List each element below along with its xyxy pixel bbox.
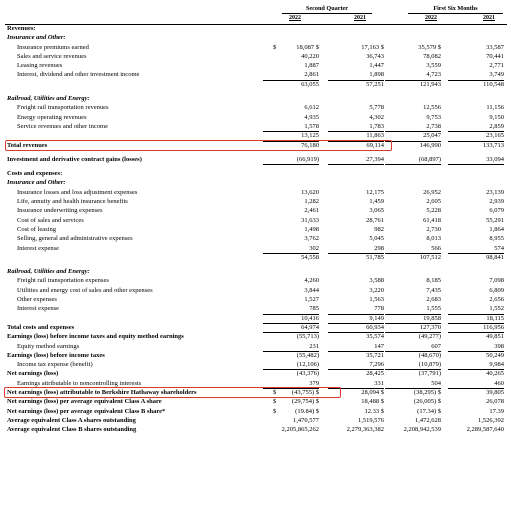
row-value: 40,220 (301, 52, 319, 60)
statement-row (0, 360, 511, 369)
row-value: 60,934 (328, 323, 384, 333)
row-value: 982 (374, 225, 384, 233)
row-value: 51,785 (366, 253, 384, 261)
row-value: 2,730 (426, 225, 441, 233)
row-value: 11,863 (328, 131, 384, 141)
row-value: 1,526,392 (478, 416, 504, 424)
row-label: Insurance underwriting expenses (17, 207, 103, 215)
row-value: (26,005) $ (413, 398, 441, 406)
statement-row (0, 323, 511, 332)
row-value: 33,094 (448, 155, 504, 165)
row-label: Selling, general and administrative expenses (17, 235, 133, 243)
row-label: Life, annuity and health insurance benefits (17, 198, 128, 206)
row-value: 35,579 $ (418, 43, 441, 51)
row-value: 3,559 (426, 62, 441, 70)
row-label: Insurance losses and loss adjustment expenses (17, 188, 138, 196)
statement-row (0, 188, 511, 197)
row-value: 566 (385, 244, 441, 254)
row-value: 18,488 $ (361, 398, 384, 406)
row-label: Average equivalent Class B shares outstanding (7, 426, 137, 434)
row-value: 28,094 $ (361, 388, 384, 396)
row-value: 57,251 (366, 80, 384, 88)
statement-row (0, 70, 511, 79)
row-value: 3,844 (304, 286, 319, 294)
row-value: 8,013 (426, 235, 441, 243)
row-value: 504 (385, 379, 441, 389)
dollar-sign: $ (273, 407, 277, 415)
row-label: Leasing revenues (17, 62, 63, 70)
statement-row (0, 155, 511, 164)
row-value: (66,919) (263, 155, 319, 165)
statement-row (0, 397, 511, 406)
row-value: 398 (448, 342, 504, 352)
row-label: Equity method earnings (17, 342, 80, 350)
statement-row (0, 332, 511, 341)
row-value: (29,754) $ (291, 398, 319, 406)
row-label: Insurance and Other: (7, 34, 66, 42)
row-label: Other expenses (17, 296, 57, 304)
statement-row (0, 416, 511, 425)
row-value: 28,761 (366, 216, 384, 224)
row-label: Revenues: (7, 25, 36, 32)
row-value: 98,841 (486, 253, 504, 261)
row-value: 1,783 (328, 122, 384, 132)
row-value: 2,939 (489, 198, 504, 206)
row-value: 1,898 (328, 70, 384, 80)
statement-row (0, 286, 511, 295)
row-label: Interest, dividend and other investment income (17, 71, 140, 79)
row-value: 8,185 (426, 277, 441, 285)
year-headers (0, 15, 511, 24)
row-value: 63,055 (301, 80, 319, 88)
row-value: 146,990 (419, 141, 441, 149)
row-label: Investment and derivative contract gains (losses) (7, 155, 142, 163)
row-value: 1,498 (304, 225, 319, 233)
statement-row (0, 178, 511, 187)
row-value: (49,277) (418, 333, 441, 341)
row-value: 25,047 (385, 131, 441, 141)
row-value: 1,447 (369, 62, 384, 70)
row-value: 64,974 (263, 323, 319, 333)
row-value: 9,150 (489, 113, 504, 121)
row-value: 12,556 (423, 104, 441, 112)
row-value: 379 (263, 379, 319, 389)
row-label: Energy operating revenues (17, 113, 87, 121)
row-value: (43,376) (296, 370, 319, 378)
row-value: 302 (263, 244, 319, 254)
row-value: 31,633 (301, 216, 319, 224)
row-label: Total costs and expenses (7, 323, 75, 331)
statement-row (0, 113, 511, 122)
row-value: 3,762 (304, 235, 319, 243)
row-value: (68,897) (385, 155, 441, 165)
row-label: Interest expense (17, 244, 60, 252)
statement-row (0, 351, 511, 360)
highlight-box (5, 140, 392, 151)
row-value: 7,435 (426, 286, 441, 294)
row-value: 116,956 (448, 323, 504, 333)
row-value: 2,738 (385, 122, 441, 132)
row-value: 1,527 (304, 296, 319, 304)
row-value: 61,418 (423, 216, 441, 224)
statement-row (0, 61, 511, 70)
row-value: 19,858 (385, 314, 441, 324)
statement-row (0, 206, 511, 215)
row-value: 35,721 (366, 351, 384, 359)
row-value: 7,098 (489, 277, 504, 285)
row-value: 7,296 (328, 360, 384, 370)
row-value: 27,394 (328, 155, 384, 165)
row-value: 2,279,363,382 (346, 426, 384, 434)
row-value: 26,952 (423, 188, 441, 196)
row-value: 17.39 (489, 407, 504, 415)
statement-row (0, 216, 511, 225)
statement-row (0, 94, 511, 103)
row-label: Insurance premiums earned (17, 43, 89, 51)
row-label: Income tax expense (benefit) (17, 361, 93, 369)
row-value: 121,943 (419, 80, 441, 88)
subtotal-row (0, 314, 511, 323)
row-label: Earnings (loss) before income taxes (7, 351, 105, 359)
row-value: 50,249 (486, 351, 504, 359)
row-value: 2,289,587,640 (466, 426, 504, 434)
row-value: 78,082 (423, 52, 441, 60)
row-value: 40,265 (486, 370, 504, 378)
row-value: 69,114 (366, 141, 384, 149)
row-value: (43,755) $ (291, 388, 319, 396)
statement-row (0, 103, 511, 112)
row-value: 3,220 (369, 286, 384, 294)
row-value: 147 (328, 342, 384, 352)
row-value: 2,771 (489, 62, 504, 70)
row-label: Earnings (loss) before income taxes and equity method earnings (7, 333, 184, 341)
row-value: 11,156 (486, 104, 504, 112)
statement-row (0, 43, 511, 52)
row-label: Net earnings (loss) (7, 370, 59, 378)
row-value: 13,125 (263, 131, 319, 141)
row-label: Insurance and Other: (7, 179, 66, 187)
row-label: Freight rail transportation revenues (17, 104, 109, 112)
row-value: 127,370 (385, 323, 441, 333)
row-value: 28,425 (366, 370, 384, 378)
row-value: 39,805 (486, 388, 504, 396)
dollar-sign: $ (273, 43, 277, 51)
row-label: Total revenues (7, 141, 48, 149)
row-value: 5,778 (369, 104, 384, 112)
row-value: (19.84) $ (295, 407, 319, 415)
row-label: Railroad, Utilities and Energy: (7, 268, 90, 276)
row-value: 18,115 (448, 314, 504, 324)
statement-row (0, 295, 511, 304)
row-value: 331 (328, 379, 384, 389)
row-value: 3,588 (369, 277, 384, 285)
row-value: 133,713 (482, 141, 504, 149)
row-value: 9,984 (448, 360, 504, 370)
row-value: 1,472,628 (415, 416, 441, 424)
statement-row (0, 33, 511, 42)
statement-row (0, 122, 511, 131)
header-first-six-months-label: First Six Months (433, 5, 478, 12)
row-value: 4,260 (304, 277, 319, 285)
row-value: 4,935 (304, 113, 319, 121)
row-value: 607 (385, 342, 441, 352)
row-value: 6,809 (489, 286, 504, 294)
row-value: (55,713) (296, 333, 319, 341)
row-label: Service revenues and other income (17, 122, 108, 130)
statement-row (0, 425, 511, 434)
statement-row (0, 276, 511, 285)
row-value: 1,552 (448, 304, 504, 314)
row-value: 460 (448, 379, 504, 389)
row-value: (12,106) (263, 360, 319, 370)
statement-row (0, 267, 511, 276)
row-value: 1,282 (304, 198, 319, 206)
row-label: Cost of leasing (17, 225, 56, 233)
row-value: 5,045 (369, 235, 384, 243)
row-value: 2,208,942,539 (403, 426, 441, 434)
statement-row (0, 169, 511, 178)
row-label: Interest expense (17, 305, 60, 313)
statement-rows (0, 24, 511, 434)
row-label: Freight rail transportation expenses (17, 277, 109, 285)
row-value: 778 (328, 304, 384, 314)
row-value: (37,791) (418, 370, 441, 378)
row-value: 4,723 (385, 70, 441, 80)
row-value: 70,441 (486, 52, 504, 60)
row-value: 13,620 (301, 188, 319, 196)
row-value: 12.33 $ (364, 407, 384, 415)
row-value: 6,079 (489, 207, 504, 215)
row-label: Net earnings (loss) attributable to Berkshire Hathaway shareholders (7, 388, 197, 396)
statement-row (0, 234, 511, 243)
statement-row (0, 304, 511, 313)
statement-row (0, 197, 511, 206)
row-value: 2,605 (426, 198, 441, 206)
row-value: 10,416 (263, 314, 319, 324)
row-value: 2,461 (304, 207, 319, 215)
row-value: 17,163 $ (361, 43, 384, 51)
row-value: 49,851 (486, 333, 504, 341)
row-value: 574 (448, 244, 504, 254)
highlight-box (4, 387, 341, 398)
row-value: 36,743 (366, 52, 384, 60)
row-value: 33,587 (486, 43, 504, 51)
row-label: Cost of sales and services (17, 216, 84, 224)
row-value: 1,470,577 (293, 416, 319, 424)
row-value: (10,879) (385, 360, 441, 370)
row-value: 2,683 (426, 296, 441, 304)
row-value: 3,065 (369, 207, 384, 215)
row-label: Sales and service revenues (17, 52, 87, 60)
row-value: 23,165 (448, 131, 504, 141)
row-value: (55,482) (296, 351, 319, 359)
row-value: 23,139 (486, 188, 504, 196)
row-value: 18,087 $ (296, 43, 319, 51)
row-value: 2,656 (489, 296, 504, 304)
row-value: 4,302 (369, 113, 384, 121)
row-value: 1,519,576 (358, 416, 384, 424)
statement-row (0, 342, 511, 351)
row-value: 6,612 (304, 104, 319, 112)
row-value: 26,078 (486, 398, 504, 406)
row-value: 2,205,865,262 (281, 426, 319, 434)
subtotal-row (0, 253, 511, 262)
row-value: 1,563 (369, 296, 384, 304)
row-value: 2,861 (263, 70, 319, 80)
row-value: 1,887 (304, 62, 319, 70)
row-value: 1,578 (263, 122, 319, 132)
statement-row (0, 52, 511, 61)
dollar-sign: $ (273, 398, 277, 406)
row-value: 1,864 (489, 225, 504, 233)
row-value: 231 (263, 342, 319, 352)
row-value: 9,753 (426, 113, 441, 121)
row-label: Net earnings (loss) per average equivalent Class B share* (7, 407, 166, 415)
row-value: 3,749 (448, 70, 504, 80)
statement-row (0, 225, 511, 234)
year-header: 2021 (354, 15, 366, 21)
row-label: Average equivalent Class A shares outstanding (7, 416, 136, 424)
dollar-sign: $ (273, 388, 277, 396)
subtotal-row (0, 80, 511, 89)
row-label: Earnings attributable to noncontrolling interests (17, 379, 142, 387)
row-value: (48,670) (418, 351, 441, 359)
statement-row (0, 244, 511, 253)
row-label: Costs and expenses: (7, 170, 63, 178)
statement-row (0, 369, 511, 378)
row-value: 54,558 (301, 253, 319, 261)
row-value: 110,548 (483, 80, 504, 88)
year-header: 2022 (425, 15, 437, 21)
statement-row (0, 407, 511, 416)
row-value: 76,180 (301, 141, 319, 149)
row-value: 35,574 (366, 333, 384, 341)
row-value: 298 (328, 244, 384, 254)
year-header: 2022 (289, 15, 301, 21)
row-value: 1,459 (369, 198, 384, 206)
header-second-quarter (282, 5, 372, 14)
statement-row (0, 24, 511, 33)
row-value: 785 (263, 304, 319, 314)
header-first-six-months (408, 5, 503, 14)
row-label: Railroad, Utilities and Energy: (7, 95, 90, 103)
row-value: (17.34) $ (417, 407, 441, 415)
header-second-quarter-label: Second Quarter (305, 5, 349, 12)
row-value: 1,555 (385, 304, 441, 314)
row-label: Utilities and energy cost of sales and other expenses (17, 286, 153, 294)
row-value: (38,295) $ (413, 388, 441, 396)
row-value: 2,859 (448, 122, 504, 132)
row-value: 8,955 (489, 235, 504, 243)
row-value: 12,175 (366, 188, 384, 196)
row-value: 5,228 (426, 207, 441, 215)
row-value: 55,291 (486, 216, 504, 224)
year-header: 2021 (483, 15, 495, 21)
row-label: Net earnings (loss) per average equivalent Class A share (7, 398, 162, 406)
row-value: 9,149 (328, 314, 384, 324)
row-value: 107,512 (419, 253, 441, 261)
